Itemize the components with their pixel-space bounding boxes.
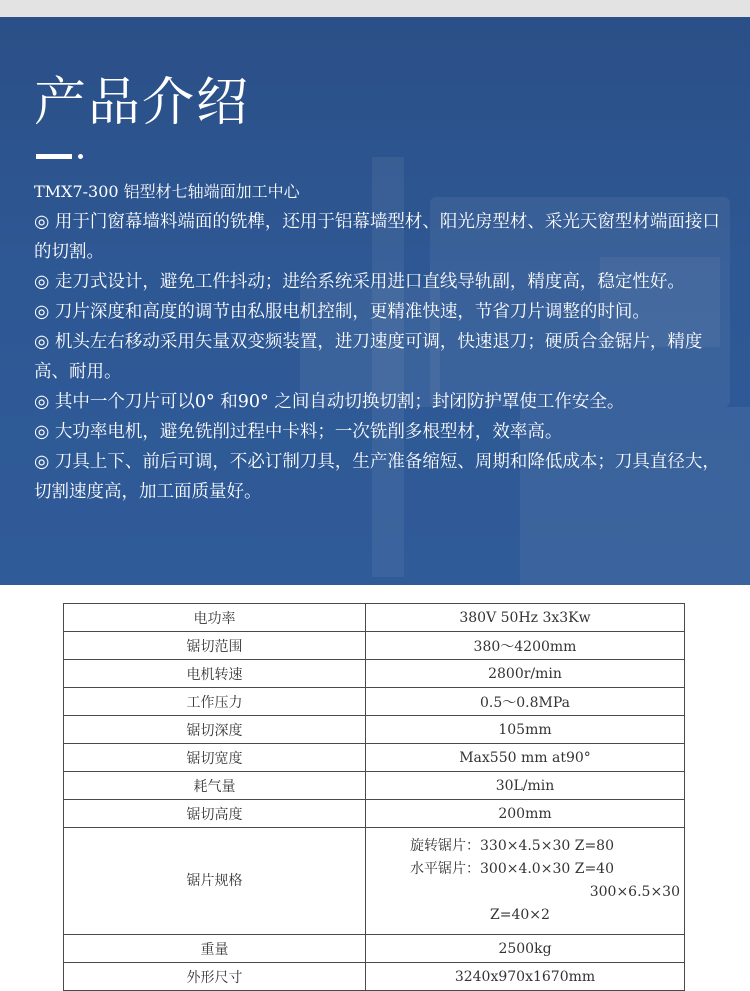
feature-item: ◎ 机头左右移动采用矢量双变频装置，进刀速度可调，快速退刀；硬质合金锯片，精度高、耐用。 [34, 332, 703, 382]
spec-value: 380V 50Hz 3x3Kw [366, 604, 685, 632]
spec-value: 105mm [366, 716, 685, 744]
spec-label: 锯片规格 [64, 828, 366, 935]
product-description [34, 177, 724, 507]
feature-item: ◎ 用于门窗幕墙料端面的铣榫，还用于铝幕墙型材、阳光房型材、采光天窗型材端面接口的切割。 [34, 212, 720, 262]
page-title: 产品介绍 [34, 73, 251, 133]
spec-value: 0.5～0.8MPa [366, 688, 685, 716]
spec-value: 200mm [366, 800, 685, 828]
table-row [64, 800, 685, 828]
spec-value-line: Z=40×2 [490, 907, 550, 923]
table-row [64, 604, 685, 632]
table-row [64, 632, 685, 660]
spec-value: 380～4200mm [366, 632, 685, 660]
spec-value: Max550 mm at90° [366, 744, 685, 772]
table-row [64, 660, 685, 688]
intro-banner [0, 17, 750, 585]
spec-value: 30L/min [366, 772, 685, 800]
spec-table [63, 603, 685, 991]
feature-item: ◎ 其中一个刀片可以0° 和90° 之间自动切换切割；封闭防护罩使工作安全。 [34, 392, 625, 412]
table-row [64, 935, 685, 963]
title-underline [36, 154, 72, 159]
spec-label: 锯切深度 [64, 716, 366, 744]
spec-value-line: 水平锯片：300×4.0×30 Z=40 [410, 861, 614, 877]
table-row [64, 716, 685, 744]
spec-value-multiline [366, 828, 685, 935]
table-row [64, 963, 685, 991]
spec-label: 锯切高度 [64, 800, 366, 828]
table-row [64, 772, 685, 800]
spec-label: 电功率 [64, 604, 366, 632]
title-dot [78, 154, 83, 159]
top-strip [0, 0, 750, 17]
spec-label: 外形尺寸 [64, 963, 366, 991]
table-row [64, 744, 685, 772]
feature-item: ◎ 刀具上下、前后可调，不必订制刀具，生产准备缩短、周期和降低成本；刀具直径大，切割速度高，加工面质量好。 [34, 452, 720, 502]
spec-value-line: 300×6.5×30 [589, 884, 680, 900]
spec-label: 耗气量 [64, 772, 366, 800]
spec-label: 电机转速 [64, 660, 366, 688]
spec-value: 2500kg [366, 935, 685, 963]
spec-label: 工作压力 [64, 688, 366, 716]
table-row [64, 828, 685, 935]
spec-value: 3240x970x1670mm [366, 963, 685, 991]
product-model: TMX7-300 铝型材七轴端面加工中心 [34, 182, 300, 201]
feature-item: ◎ 大功率电机，避免铣削过程中卡料；一次铣削多根型材，效率高。 [34, 422, 563, 442]
spec-value-line: 旋转锯片：330×4.5×30 Z=80 [410, 838, 614, 854]
feature-item: ◎ 刀片深度和高度的调节由私服电机控制，更精准快速，节省刀片调整的时间。 [34, 302, 650, 322]
feature-item: ◎ 走刀式设计，避免工件抖动；进给系统采用进口直线导轨副，精度高，稳定性好。 [34, 272, 685, 292]
spec-label: 锯切宽度 [64, 744, 366, 772]
spec-value: 2800r/min [366, 660, 685, 688]
spec-label: 锯切范围 [64, 632, 366, 660]
spec-label: 重量 [64, 935, 366, 963]
table-row [64, 688, 685, 716]
